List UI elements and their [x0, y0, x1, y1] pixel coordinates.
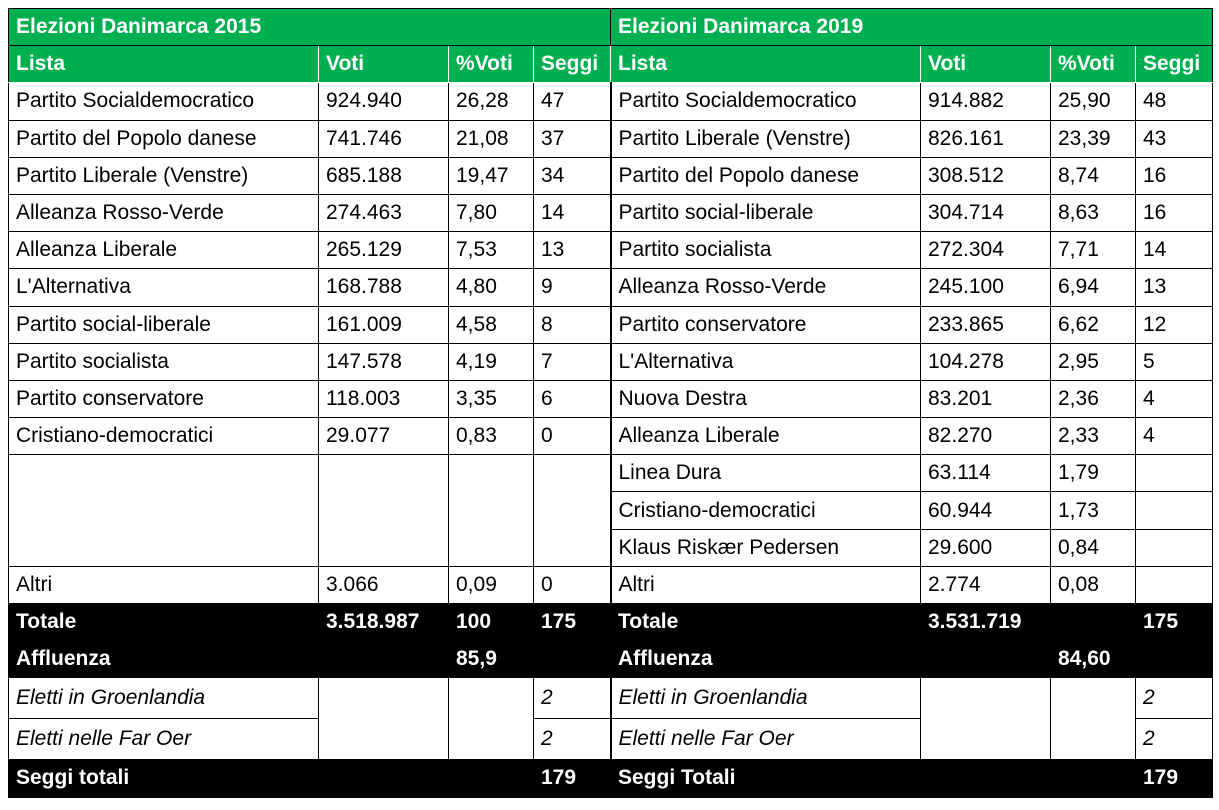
empty-cell	[319, 760, 449, 797]
cell-voti: 2.774	[921, 566, 1051, 603]
seggi-totali-label: Seggi totali	[9, 760, 319, 797]
header-percent-voti: %Voti	[449, 46, 534, 83]
table-row	[9, 83, 1213, 120]
cell-voti: 29.600	[921, 529, 1051, 566]
cell-percent: 26,28	[449, 83, 534, 120]
cell-seggi: 0	[534, 566, 611, 603]
cell-seggi: 43	[1136, 120, 1213, 157]
table-row	[9, 455, 1213, 492]
cell-voti: 685.188	[319, 157, 449, 194]
table-row	[9, 120, 1213, 157]
cell-voti: 63.114	[921, 455, 1051, 492]
cell-percent: 7,53	[449, 232, 534, 269]
cell-percent: 6,62	[1051, 306, 1136, 343]
header-voti: Voti	[921, 46, 1051, 83]
table-row	[9, 269, 1213, 306]
cell-seggi: 12	[1136, 306, 1213, 343]
cell-lista: Cristiano-democratici	[611, 492, 921, 529]
empty-cell	[921, 760, 1051, 797]
cell-percent: 3,35	[449, 380, 534, 417]
empty-cell	[921, 678, 1051, 760]
table-row	[9, 306, 1213, 343]
cell-percent: 0,09	[449, 566, 534, 603]
table-row	[9, 418, 1213, 455]
cell-voti: 168.788	[319, 269, 449, 306]
cell-seggi: 37	[534, 120, 611, 157]
empty-cell	[319, 455, 449, 567]
cell-percent: 4,80	[449, 269, 534, 306]
header-seggi: Seggi	[534, 46, 611, 83]
cell-percent: 19,47	[449, 157, 534, 194]
cell-seggi: 4	[1136, 380, 1213, 417]
cell-lista: Nuova Destra	[611, 380, 921, 417]
cell-seggi: 34	[534, 157, 611, 194]
totale-percent	[1051, 604, 1136, 641]
cell-seggi	[1136, 455, 1213, 492]
cell-percent: 1,73	[1051, 492, 1136, 529]
cell-lista: Partito Liberale (Venstre)	[9, 157, 319, 194]
empty-cell	[921, 641, 1051, 678]
cell-voti: 308.512	[921, 157, 1051, 194]
cell-seggi	[1136, 529, 1213, 566]
table-row	[9, 380, 1213, 417]
cell-voti: 83.201	[921, 380, 1051, 417]
cell-lista: Partito del Popolo danese	[9, 120, 319, 157]
cell-seggi: 14	[534, 194, 611, 231]
title-row	[9, 9, 1213, 46]
cell-voti: 272.304	[921, 232, 1051, 269]
cell-lista: Alleanza Liberale	[9, 232, 319, 269]
cell-lista: Cristiano-democratici	[9, 418, 319, 455]
cell-percent: 8,63	[1051, 194, 1136, 231]
cell-lista: Alleanza Liberale	[611, 418, 921, 455]
affluenza-row	[9, 641, 1213, 678]
cell-lista: Partito Liberale (Venstre)	[611, 120, 921, 157]
cell-percent: 2,33	[1051, 418, 1136, 455]
cell-percent: 4,58	[449, 306, 534, 343]
cell-percent: 4,19	[449, 343, 534, 380]
cell-voti: 245.100	[921, 269, 1051, 306]
cell-lista: L'Alternativa	[611, 343, 921, 380]
cell-seggi: 5	[1136, 343, 1213, 380]
cell-seggi	[1136, 492, 1213, 529]
cell-voti: 147.578	[319, 343, 449, 380]
cell-voti: 82.270	[921, 418, 1051, 455]
cell-voti: 924.940	[319, 83, 449, 120]
cell-voti: 161.009	[319, 306, 449, 343]
cell-seggi: 9	[534, 269, 611, 306]
cell-percent: 7,71	[1051, 232, 1136, 269]
cell-seggi: 47	[534, 83, 611, 120]
totale-row	[9, 604, 1213, 641]
empty-cell	[534, 455, 611, 567]
groenlandia-label: Eletti in Groenlandia	[611, 678, 921, 719]
empty-cell	[319, 641, 449, 678]
header-voti: Voti	[319, 46, 449, 83]
header-seggi: Seggi	[1136, 46, 1213, 83]
cell-lista: Linea Dura	[611, 455, 921, 492]
cell-seggi: 7	[534, 343, 611, 380]
seggi-totali-label: Seggi Totali	[611, 760, 921, 797]
header-lista: Lista	[611, 46, 921, 83]
cell-lista: Partito social-liberale	[611, 194, 921, 231]
table-row	[9, 232, 1213, 269]
cell-voti: 233.865	[921, 306, 1051, 343]
cell-voti: 274.463	[319, 194, 449, 231]
cell-voti: 741.746	[319, 120, 449, 157]
cell-voti: 826.161	[921, 120, 1051, 157]
empty-cell	[1136, 641, 1213, 678]
header-lista: Lista	[9, 46, 319, 83]
faroer-seggi: 2	[534, 719, 611, 760]
cell-seggi: 6	[534, 380, 611, 417]
cell-voti: 29.077	[319, 418, 449, 455]
cell-lista: Partito socialista	[9, 343, 319, 380]
header-row	[9, 46, 1213, 83]
cell-voti: 914.882	[921, 83, 1051, 120]
faroer-label: Eletti nelle Far Oer	[611, 719, 921, 760]
cell-lista: Klaus Riskær Pedersen	[611, 529, 921, 566]
seggi-totali-row	[9, 760, 1213, 797]
cell-seggi: 13	[534, 232, 611, 269]
seggi-totali-value: 179	[1136, 760, 1213, 797]
cell-percent: 0,83	[449, 418, 534, 455]
cell-seggi: 4	[1136, 418, 1213, 455]
empty-cell	[319, 678, 449, 760]
cell-percent: 0,84	[1051, 529, 1136, 566]
header-percent-voti: %Voti	[1051, 46, 1136, 83]
empty-cell	[449, 760, 534, 797]
cell-lista: Partito Socialdemocratico	[611, 83, 921, 120]
cell-seggi: 13	[1136, 269, 1213, 306]
affluenza-label: Affluenza	[9, 641, 319, 678]
cell-lista: Alleanza Rosso-Verde	[611, 269, 921, 306]
cell-lista: Partito conservatore	[611, 306, 921, 343]
groenlandia-seggi: 2	[1136, 678, 1213, 719]
cell-percent: 8,74	[1051, 157, 1136, 194]
cell-lista: Partito conservatore	[9, 380, 319, 417]
cell-lista: Altri	[611, 566, 921, 603]
affluenza-value: 84,60	[1051, 641, 1136, 678]
title-2019: Elezioni Danimarca 2019	[611, 9, 1213, 46]
cell-lista: Alleanza Rosso-Verde	[9, 194, 319, 231]
cell-voti: 118.003	[319, 380, 449, 417]
title-2015: Elezioni Danimarca 2015	[9, 9, 611, 46]
cell-lista: Partito Socialdemocratico	[9, 83, 319, 120]
cell-seggi: 48	[1136, 83, 1213, 120]
cell-percent: 21,08	[449, 120, 534, 157]
cell-percent: 2,95	[1051, 343, 1136, 380]
cell-voti: 3.066	[319, 566, 449, 603]
cell-percent: 2,36	[1051, 380, 1136, 417]
groenlandia-label: Eletti in Groenlandia	[9, 678, 319, 719]
cell-lista: Partito social-liberale	[9, 306, 319, 343]
faroer-label: Eletti nelle Far Oer	[9, 719, 319, 760]
cell-seggi: 16	[1136, 194, 1213, 231]
totale-voti: 3.531.719	[921, 604, 1051, 641]
totale-seggi: 175	[534, 604, 611, 641]
groenlandia-seggi: 2	[534, 678, 611, 719]
faroer-seggi: 2	[1136, 719, 1213, 760]
cell-lista: Altri	[9, 566, 319, 603]
cell-lista: Partito socialista	[611, 232, 921, 269]
affluenza-label: Affluenza	[611, 641, 921, 678]
cell-percent: 23,39	[1051, 120, 1136, 157]
cell-voti: 104.278	[921, 343, 1051, 380]
cell-seggi: 0	[534, 418, 611, 455]
empty-cell	[449, 678, 534, 760]
totale-label: Totale	[9, 604, 319, 641]
cell-percent: 0,08	[1051, 566, 1136, 603]
totale-seggi: 175	[1136, 604, 1213, 641]
cell-seggi: 14	[1136, 232, 1213, 269]
cell-lista: L'Alternativa	[9, 269, 319, 306]
election-results-table	[8, 8, 1213, 798]
altri-row	[9, 566, 1213, 603]
cell-seggi: 8	[534, 306, 611, 343]
cell-seggi: 16	[1136, 157, 1213, 194]
cell-percent: 25,90	[1051, 83, 1136, 120]
empty-cell	[1051, 678, 1136, 760]
cell-voti: 304.714	[921, 194, 1051, 231]
totale-percent: 100	[449, 604, 534, 641]
table-row	[9, 157, 1213, 194]
totale-label: Totale	[611, 604, 921, 641]
empty-cell	[1051, 760, 1136, 797]
affluenza-value: 85,9	[449, 641, 534, 678]
empty-cell	[449, 455, 534, 567]
empty-cell	[9, 455, 319, 567]
empty-cell	[534, 641, 611, 678]
cell-seggi	[1136, 566, 1213, 603]
table-row	[9, 194, 1213, 231]
cell-voti: 60.944	[921, 492, 1051, 529]
totale-voti: 3.518.987	[319, 604, 449, 641]
groenlandia-row	[9, 678, 1213, 719]
seggi-totali-value: 179	[534, 760, 611, 797]
cell-voti: 265.129	[319, 232, 449, 269]
cell-percent: 1,79	[1051, 455, 1136, 492]
cell-lista: Partito del Popolo danese	[611, 157, 921, 194]
cell-percent: 7,80	[449, 194, 534, 231]
table-row	[9, 343, 1213, 380]
cell-percent: 6,94	[1051, 269, 1136, 306]
